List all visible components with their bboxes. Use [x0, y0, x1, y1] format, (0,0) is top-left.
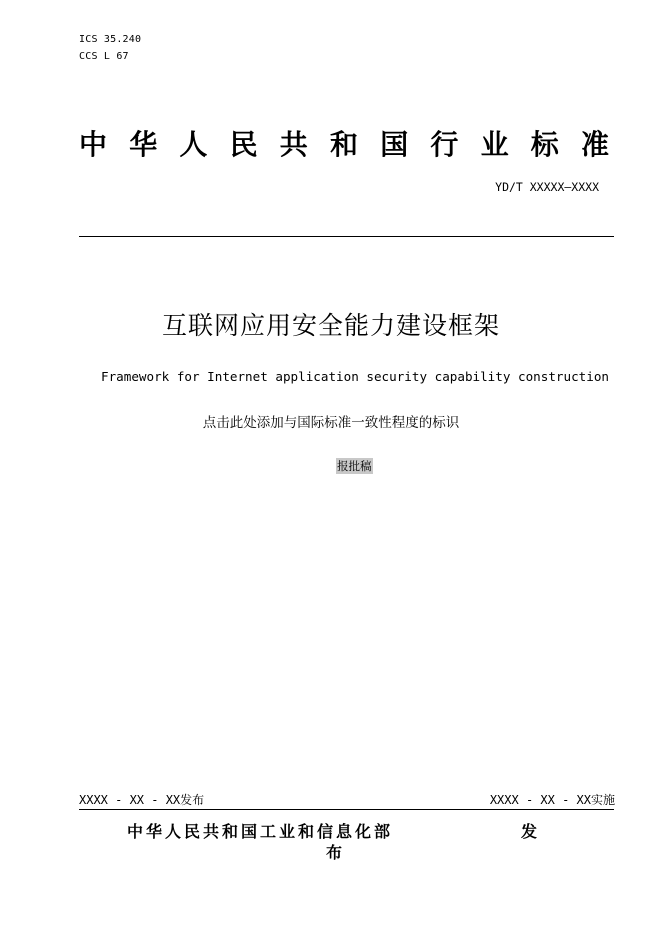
release-label: 发布	[180, 793, 205, 807]
publisher: 中华人民共和国工业和信息化部	[127, 822, 394, 841]
consistency-note[interactable]: 点击此处添加与国际标准一致性程度的标识	[202, 415, 460, 431]
main-title: 中华人民共和国行业标准	[79, 128, 613, 161]
implementation-label: 实施	[590, 793, 615, 807]
bottom-divider	[79, 809, 614, 810]
document-title-en: Framework for Internet application security capability construction	[101, 369, 609, 384]
top-divider	[79, 236, 614, 237]
release-date-value: XXXX - XX - XX	[79, 793, 181, 807]
publish-word-second: 布	[326, 843, 343, 862]
ics-code: ICS 35.240	[79, 34, 142, 45]
implementation-date-value: XXXX - XX - XX	[489, 793, 591, 807]
document-title-cn: 互联网应用安全能力建设框架	[161, 311, 500, 340]
ccs-code: CCS L 67	[79, 51, 129, 62]
release-date	[79, 792, 204, 808]
implementation-date	[490, 792, 615, 808]
standard-number: YD/T XXXXX—XXXX	[495, 180, 599, 194]
publish-word-first: 发	[521, 822, 538, 841]
draft-status-badge: 报批稿	[337, 459, 372, 473]
